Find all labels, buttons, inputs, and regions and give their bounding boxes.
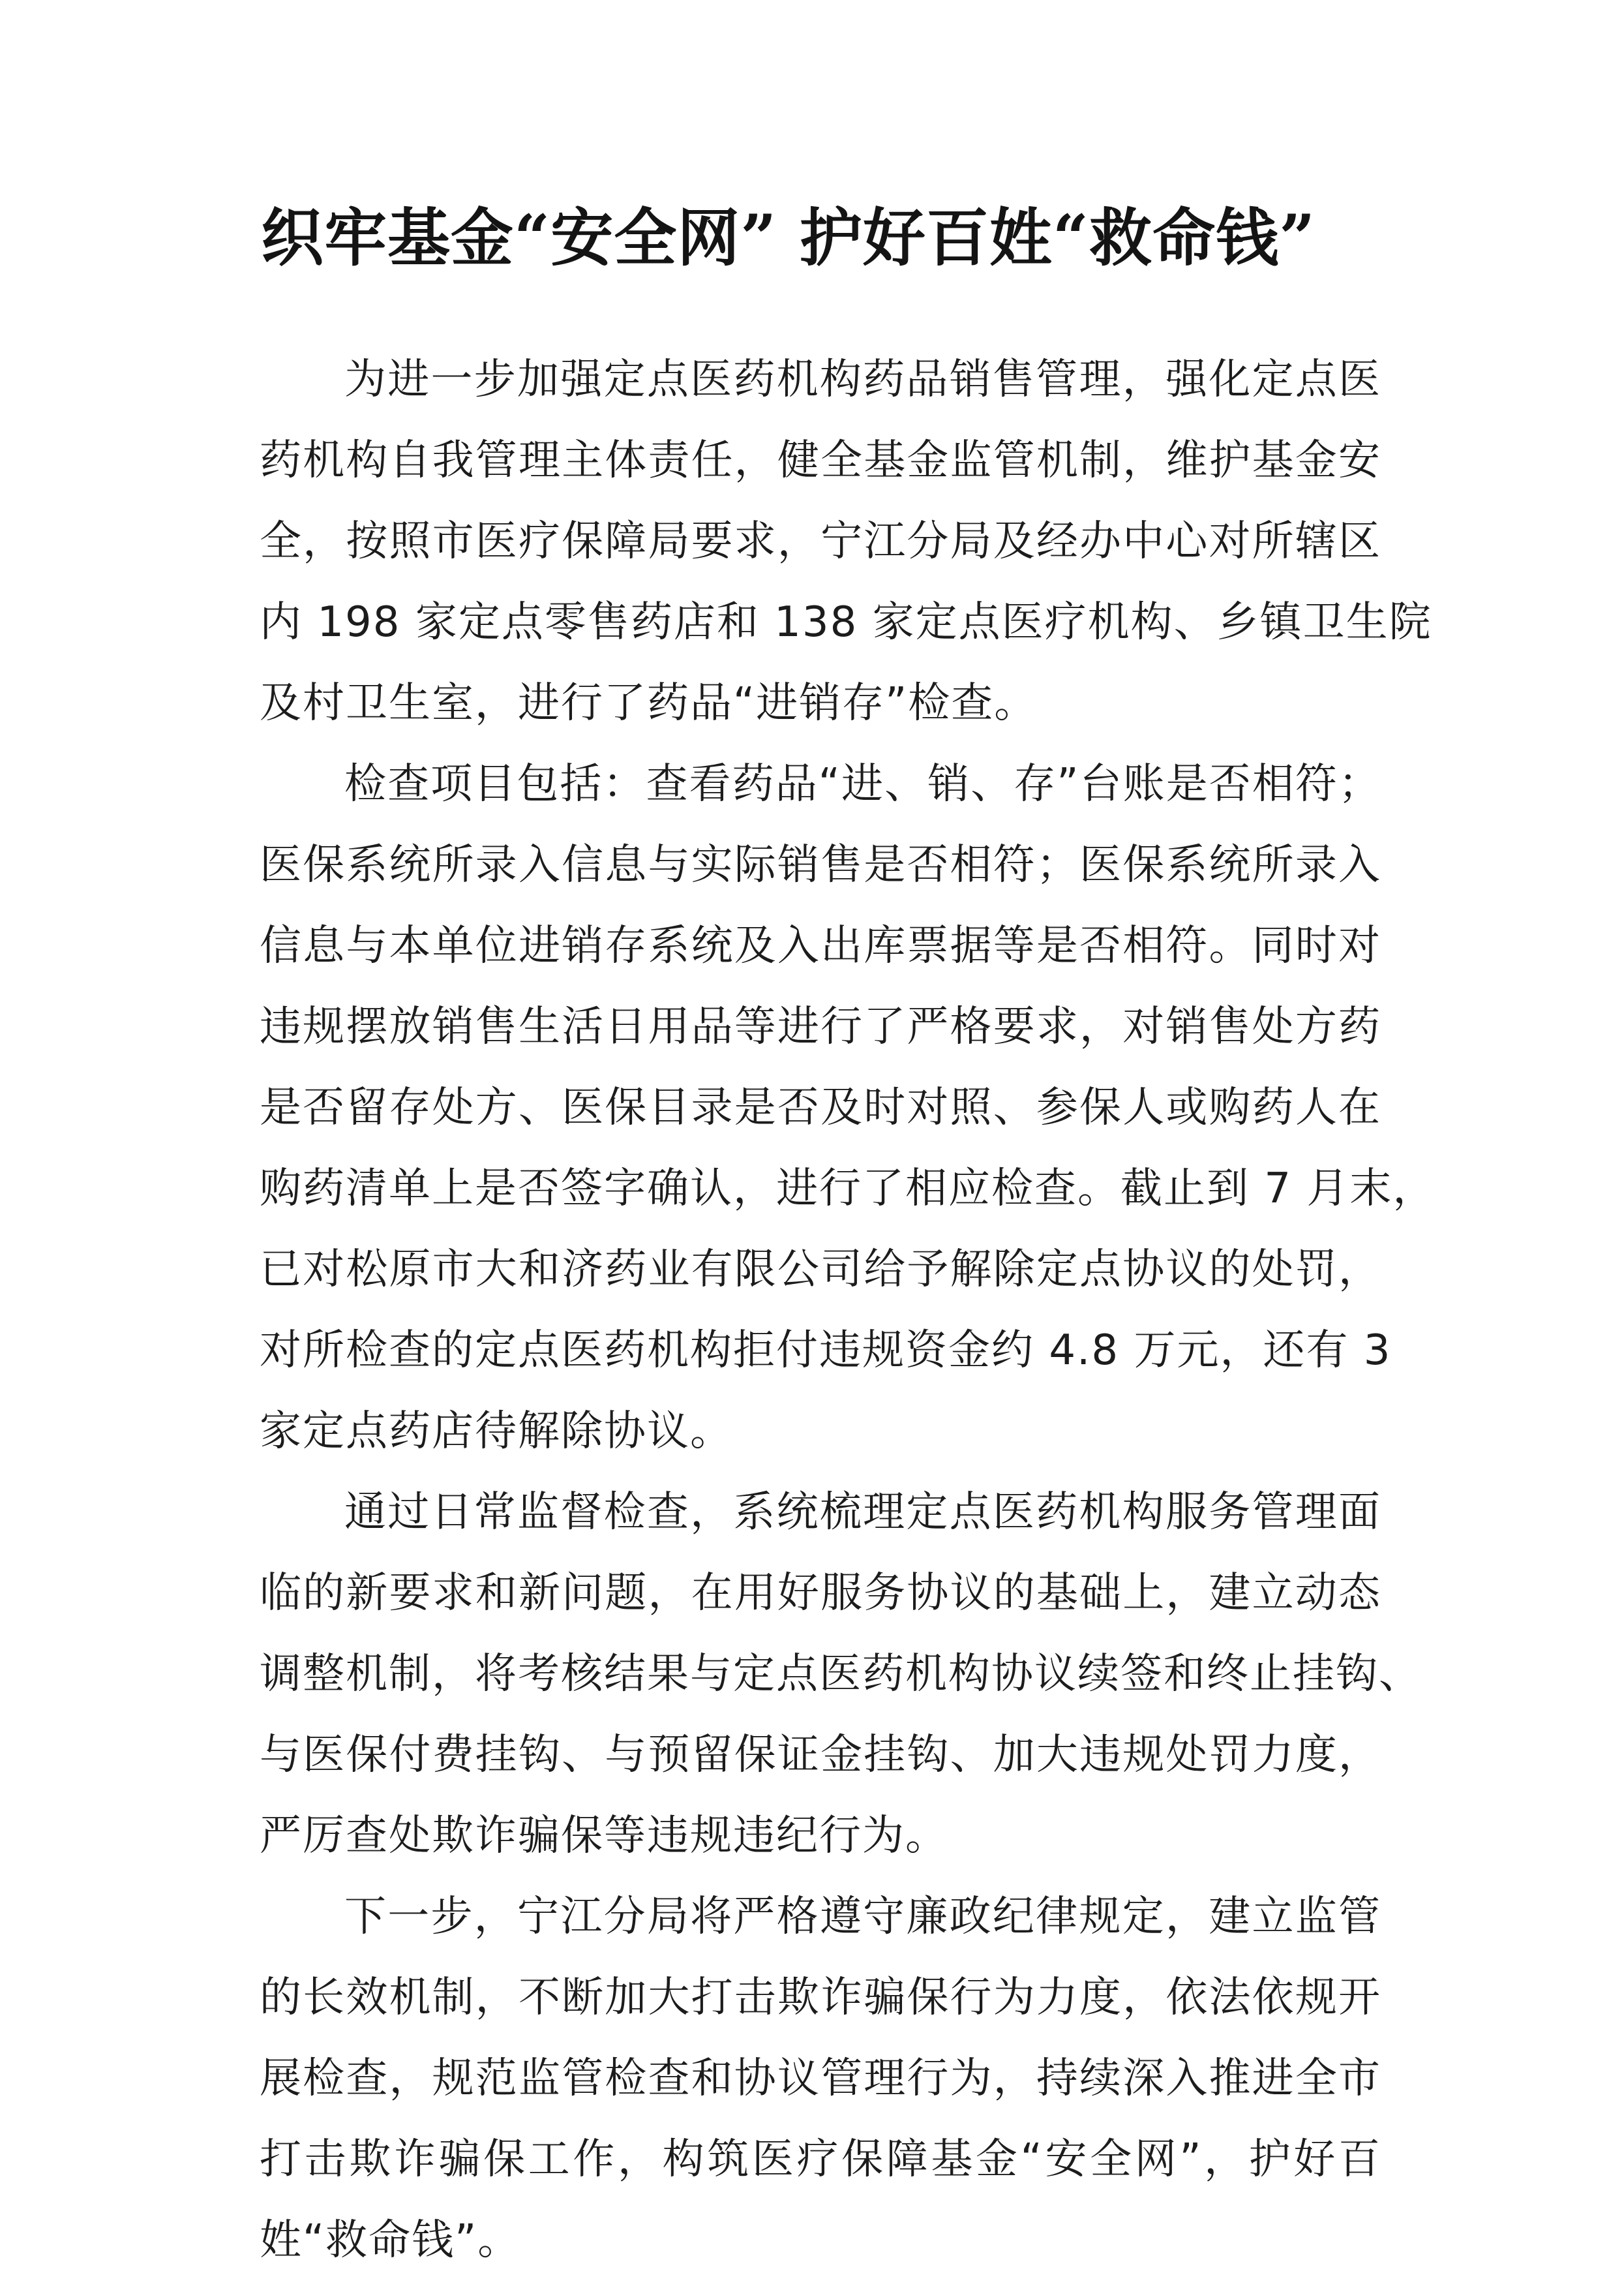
text-line: 已对松原市大和济药业有限公司给予解除定点协议的处罚，	[260, 1245, 1381, 1294]
text-line: 临的新要求和新问题，在用好服务协议的基础上，建立动态	[260, 1569, 1381, 1617]
text-line: 及村卫生室，进行了药品“进销存”检查。	[260, 679, 1038, 727]
text-line: 下一步，宁江分局将严格遵守廉政纪律规定，建立监管	[344, 1893, 1381, 1941]
text-line: 信息与本单位进销存系统及入出库票据等是否相符。同时对	[260, 922, 1381, 970]
document-title: 织牢基金“安全网” 护好百姓“救命钱”	[261, 201, 1316, 275]
paragraph-2	[260, 744, 1436, 1472]
text-line: 医保系统所录入信息与实际销售是否相符；医保系统所录入	[260, 841, 1381, 889]
text-line: 通过日常监督检查，系统梳理定点医药机构服务管理面	[344, 1488, 1381, 1536]
text-line: 与医保付费挂钩、与预留保证金挂钩、加大违规处罚力度，	[260, 1731, 1381, 1779]
text-line: 打击欺诈骗保工作，构筑医疗保障基金“安全网”，护好百	[260, 2135, 1381, 2184]
document-body	[260, 339, 1436, 2281]
text-line: 药机构自我管理主体责任，健全基金监管机制，维护基金安	[260, 436, 1381, 485]
text-line: 内 198 家定点零售药店和 138 家定点医疗机构、乡镇卫生院	[260, 598, 1432, 647]
paragraph-1	[260, 339, 1432, 744]
text-line: 全，按照市医疗保障局要求，宁江分局及经办中心对所辖区	[260, 517, 1381, 566]
text-line: 检查项目包括：查看药品“进、销、存”台账是否相符；	[344, 760, 1381, 808]
text-line: 严厉查处欺诈骗保等违规违纪行为。	[260, 1812, 948, 1860]
text-line: 姓“救命钱”。	[260, 2216, 521, 2265]
text-line: 违规摆放销售生活日用品等进行了严格要求，对销售处方药	[260, 1003, 1381, 1051]
text-line: 对所检查的定点医药机构拒付违规资金约 4.8 万元，还有 3	[260, 1326, 1392, 1375]
text-line: 为进一步加强定点医药机构药品销售管理，强化定点医	[344, 356, 1381, 404]
text-line: 家定点药店待解除协议。	[260, 1407, 733, 1456]
text-line: 展检查，规范监管检查和协议管理行为，持续深入推进全市	[260, 2054, 1381, 2103]
text-line: 购药清单上是否签字确认，进行了相应检查。截止到 7 月末，	[260, 1165, 1436, 1213]
text-line: 调整机制，将考核结果与定点医药机构协议续签和终止挂钩、	[260, 1650, 1422, 1698]
paragraph-4	[260, 1876, 1381, 2281]
text-line: 的长效机制，不断加大打击欺诈骗保行为力度，依法依规开	[260, 1974, 1381, 2022]
text-line: 是否留存处方、医保目录是否及时对照、参保人或购药人在	[260, 1084, 1381, 1132]
paragraph-3	[260, 1472, 1422, 1876]
